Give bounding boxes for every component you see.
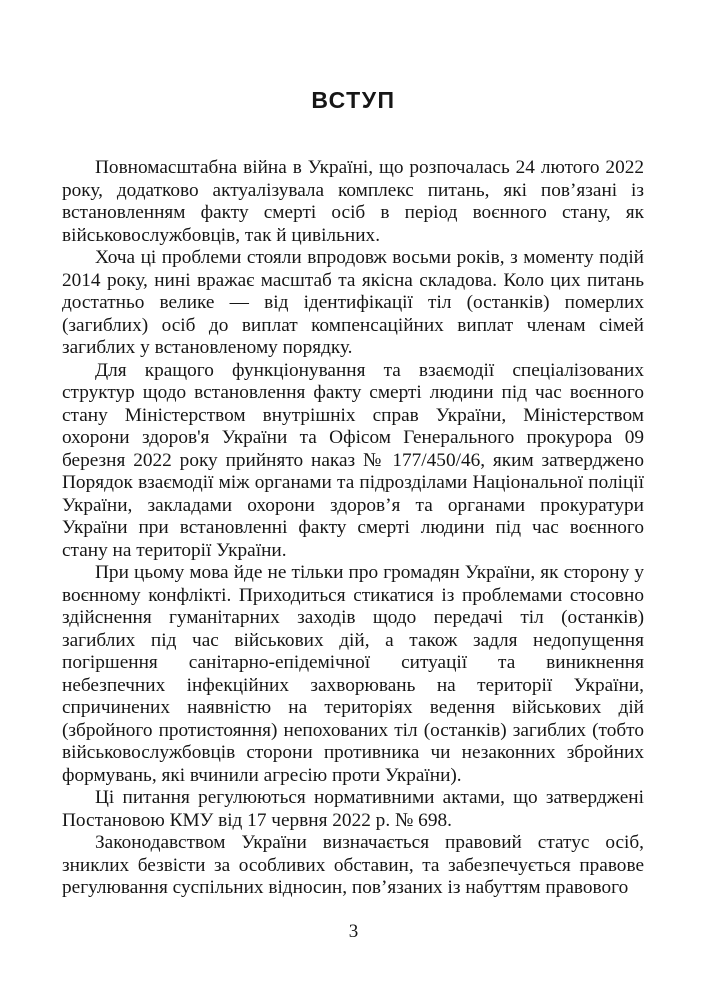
paragraph-5: Ці питання регулюються нормативними актами, що затверджені Постановою КМУ від 17 червня 2022 р. № 698. — [62, 787, 644, 831]
paragraph-1: Повномасштабна війна в Україні, що розпочалась 24 лютого 2022 року, додатково актуалізувала комплекс питань, які пов’язані із встановленням факту смерті осіб в період воєнного стану, як військовослужбовців, так й цивільних. — [62, 157, 644, 246]
paragraph-2: Хоча ці проблеми стояли впродовж восьми років, з моменту подій 2014 року, нині вражає масштаб та якісна складова. Коло цих питань достатньо велике — від ідентифікації тіл (останків) померлих (загиблих) осіб до виплат компенсаційних виплат членам сімей загиблих у встановленому порядку. — [62, 247, 644, 358]
body-text — [62, 157, 644, 900]
paragraph-4: При цьому мова йде не тільки про громадян України, як сторону у воєнному конфлікті. Приходиться стикатися із проблемами стосовно здійснення гуманітарних заходів щодо передачі тіл (останків) загиблих під час військових дій, а також задля недопущення погіршення санітарно-епідемічної ситуації та виникнення небезпечних інфекційних захворювань на території України, спричинених наявністю на територіях ведення військових дій (збройного протистояння) непохованих тіл (останків) загиблих (тобто військовослужбовців сторони противника чи незаконних збройних формувань, які вчинили агресію проти України). — [62, 562, 644, 786]
paragraph-6: Законодавством України визначається правовий статус осіб, зниклих безвісти за особливих обставин, та забезпечується правове регулювання суспільних відносин, пов’язаних із набуттям правового — [62, 832, 644, 898]
chapter-title: ВСТУП — [311, 87, 396, 113]
paragraph-3: Для кращого функціонування та взаємодії спеціалізованих структур щодо встановлення факту смерті людини під час воєнного стану Міністерством внутрішніх справ України, Міністерством охорони здоров'я України та Офісом Генерального прокурора 09 березня 2022 року прийнято наказ № 177/450/46, яким затверджено Порядок взаємодії між органами та підрозділами Національної поліції України, закладами охорони здоров’я та органами прокуратури України при встановленні факту смерті людини під час воєнного стану на території України. — [62, 359, 644, 561]
page-number: 3 — [348, 921, 359, 942]
